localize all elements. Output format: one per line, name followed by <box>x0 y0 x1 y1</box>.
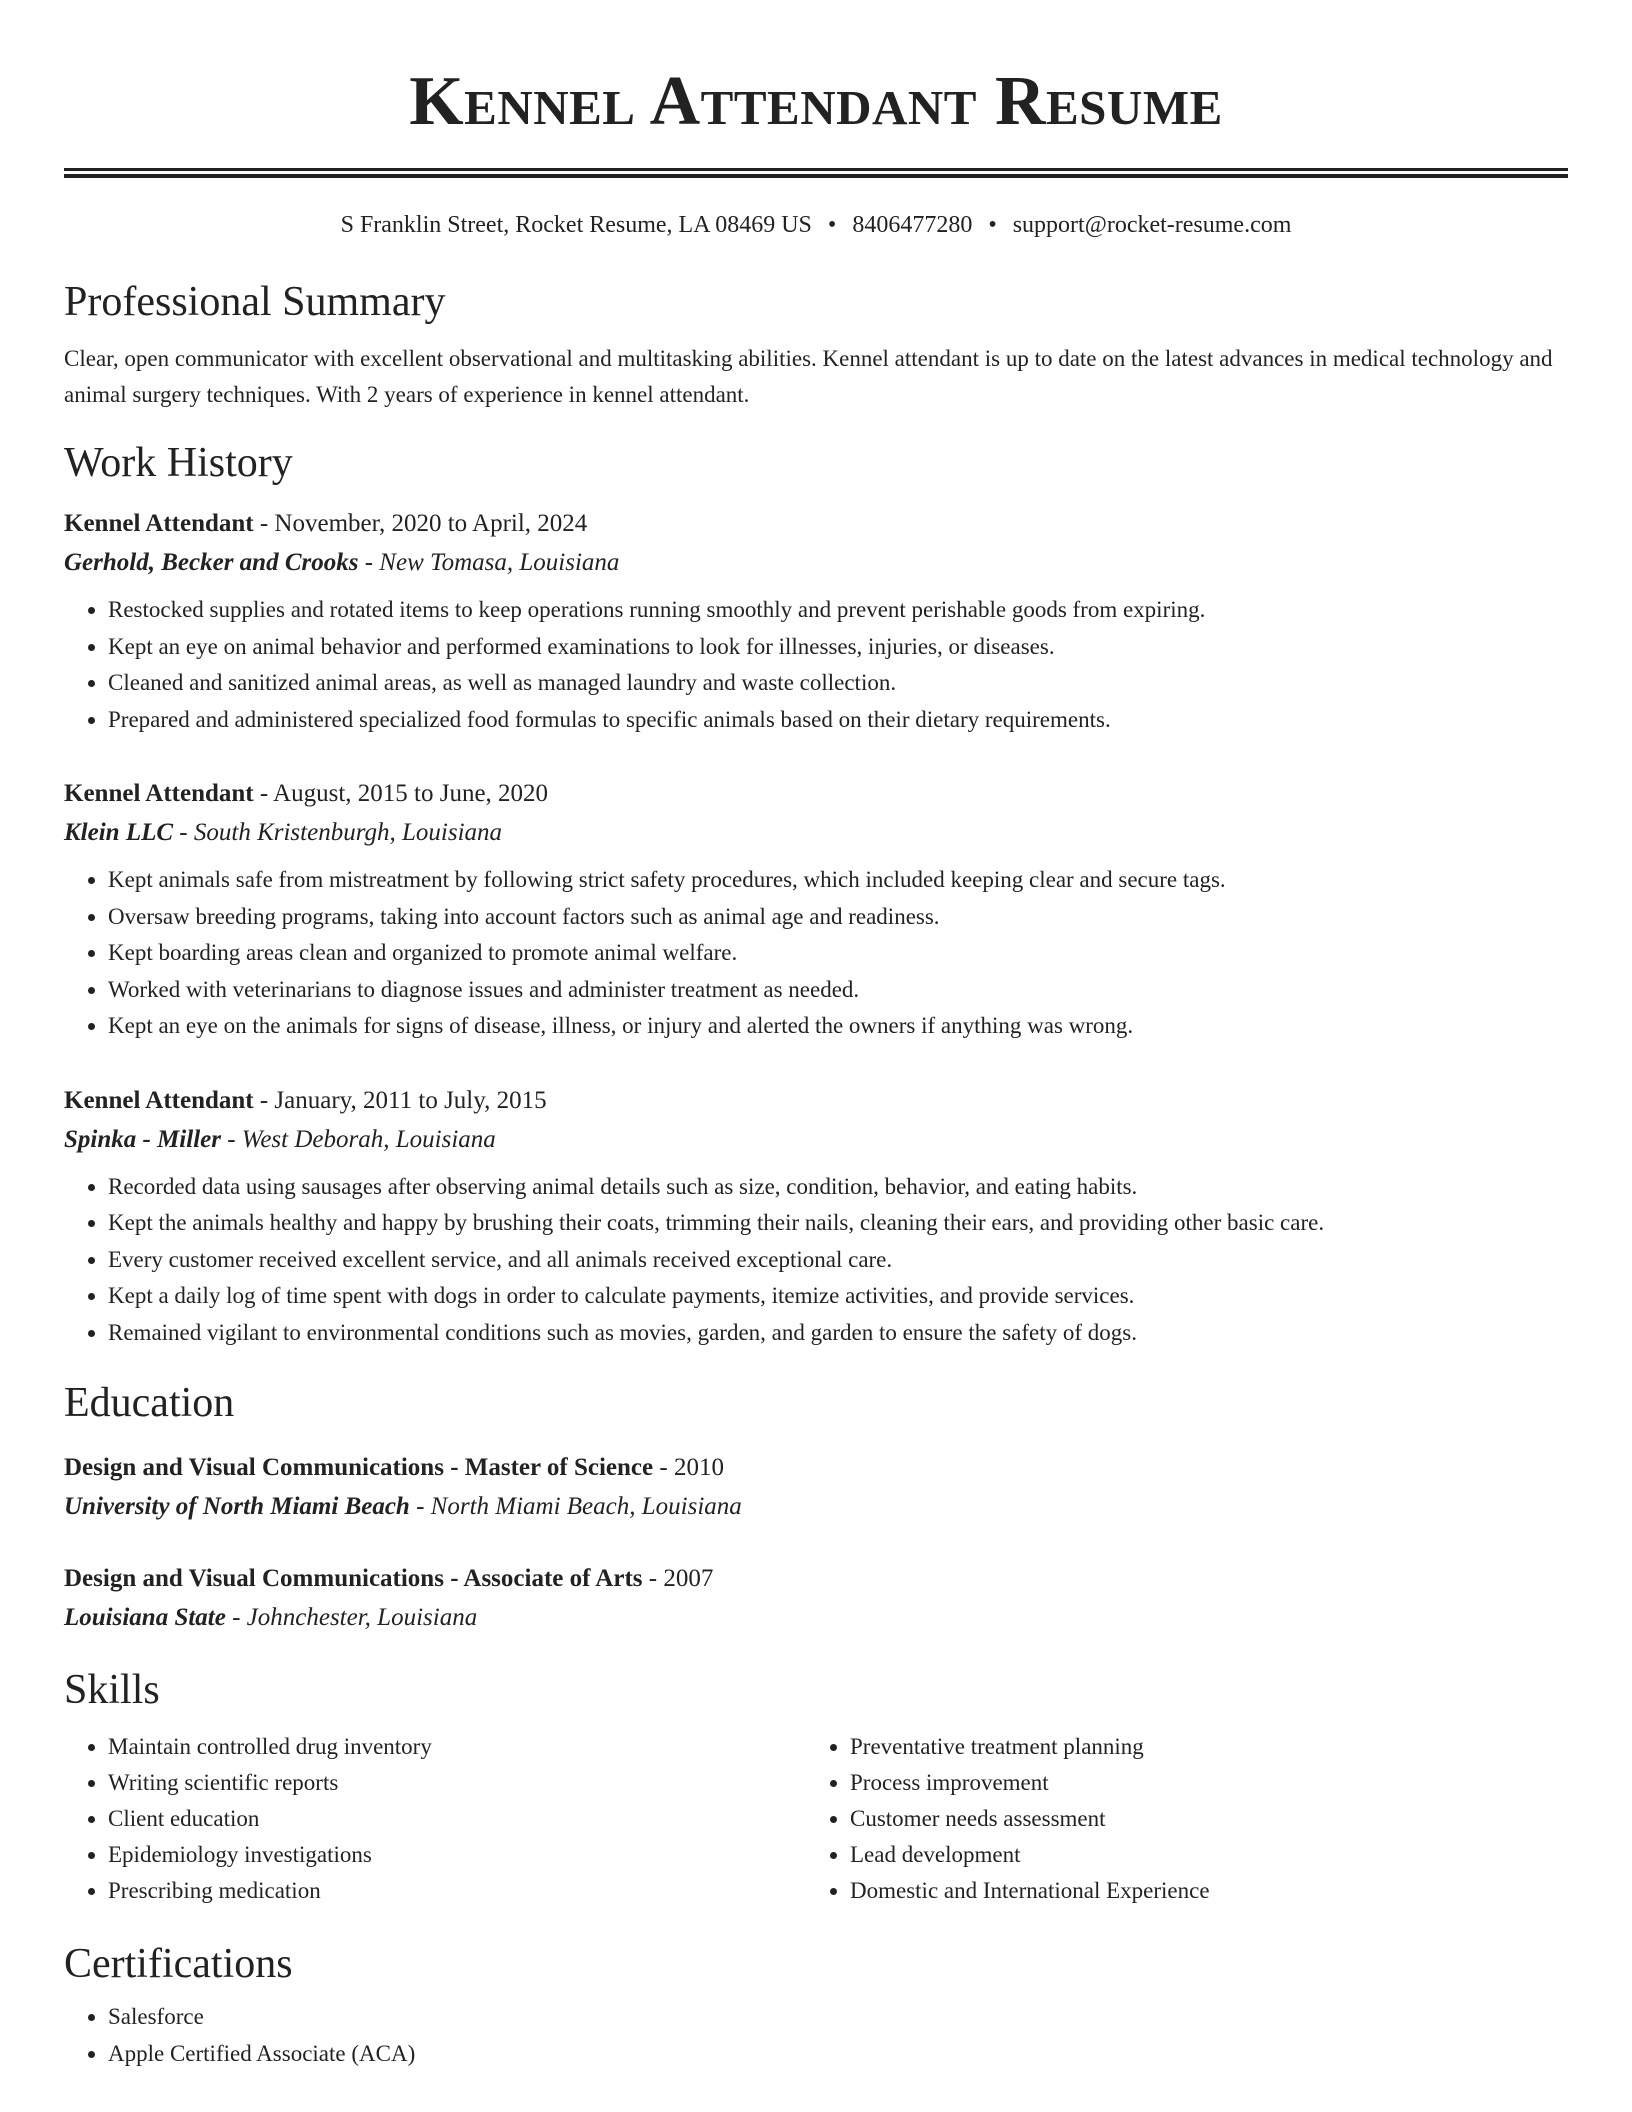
skills-left-column <box>64 1729 806 1909</box>
job-dates: - November, 2020 to April, 2024 <box>253 510 588 537</box>
list-item: • Epidemiology investigations <box>108 1837 806 1873</box>
job-company-line <box>64 1120 1568 1159</box>
education-year: - 2010 <box>653 1454 724 1481</box>
list-item: • Kept the animals healthy and happy by brushing their coats, trimming their nails, cleaning their ears, and providing other basic care. <box>108 1205 1568 1242</box>
summary-text: Clear, open communicator with excellent observational and multitasking abilities. Kennel attendant is up to date on the latest advances in medical technology and animal surgery techniques. With 2 years of experience in kennel attendant. <box>64 346 1553 407</box>
list-item: • Worked with veterinarians to diagnose issues and administer treatment as needed. <box>108 972 1568 1009</box>
job-company: Spinka - Miller <box>64 1125 221 1153</box>
skills-columns <box>64 1729 1568 1909</box>
job-company-line <box>64 813 1568 852</box>
job-entry <box>64 1081 1568 1352</box>
job-bullets <box>64 592 1568 738</box>
contact-phone: 8406477280 <box>852 212 973 238</box>
list-item: • Writing scientific reports <box>108 1765 806 1801</box>
job-entry <box>64 774 1568 1045</box>
job-location: - New Tomasa, Louisiana <box>358 549 620 576</box>
list-item: • Kept a daily log of time spent with dogs in order to calculate payments, itemize activities, and provide services. <box>108 1278 1568 1315</box>
list-item: • Apple Certified Associate (ACA) <box>108 2036 1568 2073</box>
job-bullets <box>64 1169 1568 1352</box>
list-item: • Kept an eye on animal behavior and performed examinations to look for illnesses, injuries, or diseases. <box>108 629 1568 666</box>
job-company-line <box>64 543 1568 582</box>
education-school: University of North Miami Beach <box>64 1493 410 1520</box>
list-item: • Kept boarding areas clean and organized to promote animal welfare. <box>108 935 1568 972</box>
contact-separator: • <box>827 212 837 238</box>
job-dates: - August, 2015 to June, 2020 <box>253 780 549 807</box>
list-item: • Cleaned and sanitized animal areas, as well as managed laundry and waste collection. <box>108 665 1568 702</box>
list-item: • Lead development <box>850 1837 1548 1873</box>
list-item: • Preventative treatment planning <box>850 1729 1548 1765</box>
job-entry <box>64 504 1568 738</box>
education-heading: Education <box>64 1380 235 1426</box>
list-item: • Domestic and International Experience <box>850 1873 1548 1909</box>
job-company: Klein LLC <box>64 819 174 846</box>
skills-heading: Skills <box>64 1667 160 1713</box>
job-title: Kennel Attendant <box>64 1086 254 1114</box>
job-location: - West Deborah, Louisiana <box>220 1125 496 1153</box>
education-location: - Johnchester, Louisiana <box>225 1604 478 1631</box>
job-title: Kennel Attendant <box>64 510 254 537</box>
list-item: • Remained vigilant to environmental conditions such as movies, garden, and garden to ensure the safety of dogs. <box>108 1315 1568 1352</box>
job-company: Gerhold, Becker and Crooks <box>64 549 359 576</box>
education-degree-line <box>64 1559 1568 1598</box>
certifications-list <box>64 1999 1568 2072</box>
education-school-line <box>64 1487 1568 1526</box>
contact-line <box>64 208 1568 242</box>
certifications-heading: Certifications <box>64 1941 293 1987</box>
education-entry <box>64 1559 1568 1637</box>
education-degree-line <box>64 1448 1568 1487</box>
title-double-rule <box>64 168 1568 178</box>
list-item: • Client education <box>108 1801 806 1837</box>
list-item: • Every customer received excellent service, and all animals received exceptional care. <box>108 1242 1568 1279</box>
contact-separator: • <box>988 212 997 238</box>
job-dates: - January, 2011 to July, 2015 <box>253 1086 547 1114</box>
job-location: - South Kristenburgh, Louisiana <box>173 819 503 846</box>
skills-right-column <box>806 1729 1548 1909</box>
list-item: • Restocked supplies and rotated items to keep operations running smoothly and prevent perishable goods from expiring. <box>108 592 1568 629</box>
education-school: Louisiana State <box>64 1604 226 1631</box>
job-title: Kennel Attendant <box>64 780 254 807</box>
contact-address: S Franklin Street, Rocket Resume, LA 08469 US <box>340 212 812 238</box>
education-school-line <box>64 1598 1568 1637</box>
job-title-line <box>64 1081 1568 1120</box>
list-item: • Prepared and administered specialized food formulas to specific animals based on their dietary requirements. <box>108 702 1568 739</box>
job-title-line <box>64 774 1568 813</box>
job-bullets <box>64 862 1568 1045</box>
list-item: • Process improvement <box>850 1765 1548 1801</box>
list-item: • Oversaw breeding programs, taking into account factors such as animal age and readiness. <box>108 899 1568 936</box>
education-degree: Design and Visual Communications - Master of Science <box>64 1454 654 1481</box>
list-item: • Kept animals safe from mistreatment by following strict safety procedures, which included keeping clear and secure tags. <box>108 862 1568 899</box>
list-item: • Prescribing medication <box>108 1873 806 1909</box>
education-location: - North Miami Beach, Louisiana <box>409 1493 742 1520</box>
education-degree: Design and Visual Communications - Associate of Arts <box>64 1565 643 1592</box>
list-item: • Salesforce <box>108 1999 1568 2036</box>
list-item: • Maintain controlled drug inventory <box>108 1729 806 1765</box>
education-year: - 2007 <box>642 1565 714 1592</box>
contact-email: support@rocket-resume.com <box>1012 212 1292 238</box>
education-entry <box>64 1448 1568 1526</box>
resume-title: Kennel Attendant Resume <box>409 63 1223 140</box>
job-title-line <box>64 504 1568 543</box>
summary-heading: Professional Summary <box>64 279 446 325</box>
list-item: • Kept an eye on the animals for signs of disease, illness, or injury and alerted the owners if anything was wrong. <box>108 1008 1568 1045</box>
work-history-heading: Work History <box>64 440 293 486</box>
list-item: • Recorded data using sausages after observing animal details such as size, condition, behavior, and eating habits. <box>108 1169 1568 1206</box>
list-item: • Customer needs assessment <box>850 1801 1548 1837</box>
